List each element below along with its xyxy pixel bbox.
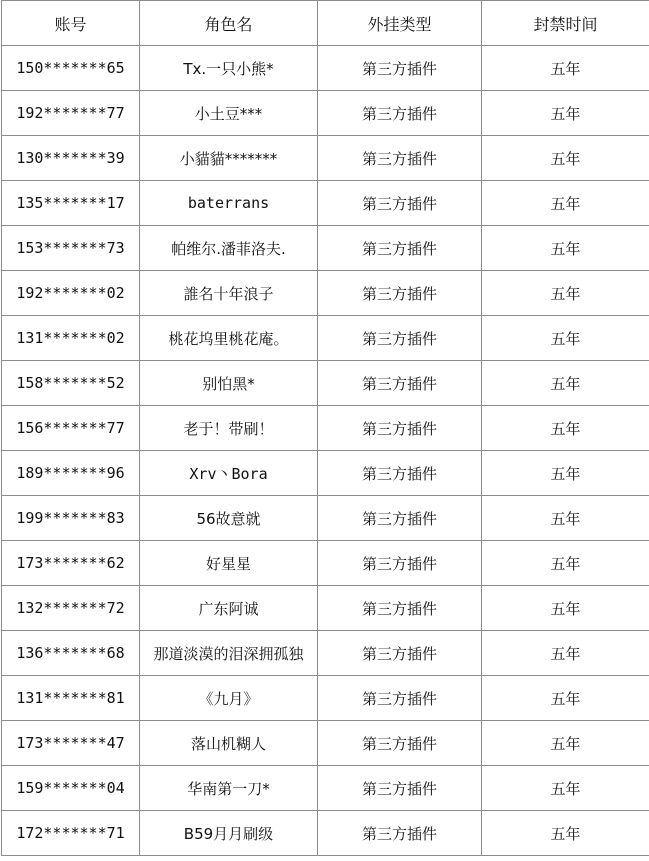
ban-duration-cell: 五年 <box>482 316 649 361</box>
ban-duration-cell: 五年 <box>482 451 649 496</box>
cheat-type-cell: 第三方插件 <box>318 46 482 91</box>
cheat-type-cell: 第三方插件 <box>318 91 482 136</box>
account-cell: 192*******77 <box>2 91 140 136</box>
ban-list-table <box>1 0 649 856</box>
table-row <box>2 451 649 496</box>
role-name-cell: 帕维尔.潘菲洛夫. <box>140 226 318 271</box>
table-row <box>2 46 649 91</box>
role-name-cell: B59月月刷级 <box>140 811 318 856</box>
account-cell: 192*******02 <box>2 271 140 316</box>
ban-duration-cell: 五年 <box>482 406 649 451</box>
ban-duration-cell: 五年 <box>482 766 649 811</box>
role-name-cell: 广东阿诚 <box>140 586 318 631</box>
table-row <box>2 136 649 181</box>
role-name-cell: 老于！带刷！ <box>140 406 318 451</box>
ban-duration-cell: 五年 <box>482 271 649 316</box>
table-row <box>2 541 649 586</box>
table-row <box>2 721 649 766</box>
ban-duration-cell: 五年 <box>482 46 649 91</box>
ban-duration-cell: 五年 <box>482 811 649 856</box>
role-name-cell: 别怕黑* <box>140 361 318 406</box>
cheat-type-cell: 第三方插件 <box>318 676 482 721</box>
role-name-cell: 《九月》 <box>140 676 318 721</box>
header-cheat-type: 外挂类型 <box>318 1 482 46</box>
role-name-cell: 誰名十年浪子 <box>140 271 318 316</box>
table-row <box>2 586 649 631</box>
table-row <box>2 91 649 136</box>
account-cell: 150*******65 <box>2 46 140 91</box>
header-row <box>2 1 649 46</box>
role-name-cell: 华南第一刀* <box>140 766 318 811</box>
table-row <box>2 811 649 856</box>
role-name-cell: 落山机糊人 <box>140 721 318 766</box>
account-cell: 173*******47 <box>2 721 140 766</box>
cheat-type-cell: 第三方插件 <box>318 766 482 811</box>
role-name-cell: 桃花坞里桃花庵。 <box>140 316 318 361</box>
ban-duration-cell: 五年 <box>482 586 649 631</box>
ban-duration-cell: 五年 <box>482 91 649 136</box>
role-name-cell: 好星星 <box>140 541 318 586</box>
ban-duration-cell: 五年 <box>482 136 649 181</box>
ban-duration-cell: 五年 <box>482 721 649 766</box>
account-cell: 136*******68 <box>2 631 140 676</box>
header-account: 账号 <box>2 1 140 46</box>
cheat-type-cell: 第三方插件 <box>318 631 482 676</box>
table-row <box>2 271 649 316</box>
cheat-type-cell: 第三方插件 <box>318 181 482 226</box>
header-role-name: 角色名 <box>140 1 318 46</box>
cheat-type-cell: 第三方插件 <box>318 586 482 631</box>
ban-duration-cell: 五年 <box>482 226 649 271</box>
table-row <box>2 316 649 361</box>
account-cell: 153*******73 <box>2 226 140 271</box>
account-cell: 172*******71 <box>2 811 140 856</box>
table-row <box>2 496 649 541</box>
ban-duration-cell: 五年 <box>482 361 649 406</box>
table-row <box>2 766 649 811</box>
cheat-type-cell: 第三方插件 <box>318 316 482 361</box>
table-row <box>2 181 649 226</box>
ban-duration-cell: 五年 <box>482 541 649 586</box>
cheat-type-cell: 第三方插件 <box>318 361 482 406</box>
account-cell: 158*******52 <box>2 361 140 406</box>
role-name-cell: 那道淡漠的泪深拥孤独 <box>140 631 318 676</box>
role-name-cell: 小貓貓******* <box>140 136 318 181</box>
account-cell: 131*******02 <box>2 316 140 361</box>
account-cell: 159*******04 <box>2 766 140 811</box>
account-cell: 131*******81 <box>2 676 140 721</box>
account-cell: 173*******62 <box>2 541 140 586</box>
cheat-type-cell: 第三方插件 <box>318 271 482 316</box>
cheat-type-cell: 第三方插件 <box>318 226 482 271</box>
cheat-type-cell: 第三方插件 <box>318 136 482 181</box>
ban-duration-cell: 五年 <box>482 496 649 541</box>
table-row <box>2 406 649 451</box>
account-cell: 199*******83 <box>2 496 140 541</box>
table-body <box>2 46 649 856</box>
ban-duration-cell: 五年 <box>482 631 649 676</box>
role-name-cell: baterrans <box>140 181 318 226</box>
ban-duration-cell: 五年 <box>482 181 649 226</box>
cheat-type-cell: 第三方插件 <box>318 496 482 541</box>
account-cell: 189*******96 <box>2 451 140 496</box>
cheat-type-cell: 第三方插件 <box>318 541 482 586</box>
ban-duration-cell: 五年 <box>482 676 649 721</box>
cheat-type-cell: 第三方插件 <box>318 721 482 766</box>
table-row <box>2 361 649 406</box>
table-row <box>2 226 649 271</box>
account-cell: 130*******39 <box>2 136 140 181</box>
role-name-cell: Tx.一只小熊* <box>140 46 318 91</box>
header-ban-duration: 封禁时间 <box>482 1 649 46</box>
role-name-cell: Xrv丶Bora <box>140 451 318 496</box>
account-cell: 156*******77 <box>2 406 140 451</box>
cheat-type-cell: 第三方插件 <box>318 406 482 451</box>
table-row <box>2 631 649 676</box>
account-cell: 135*******17 <box>2 181 140 226</box>
role-name-cell: 56故意就 <box>140 496 318 541</box>
table-header <box>2 1 649 46</box>
account-cell: 132*******72 <box>2 586 140 631</box>
cheat-type-cell: 第三方插件 <box>318 451 482 496</box>
table-row <box>2 676 649 721</box>
role-name-cell: 小土豆*** <box>140 91 318 136</box>
cheat-type-cell: 第三方插件 <box>318 811 482 856</box>
